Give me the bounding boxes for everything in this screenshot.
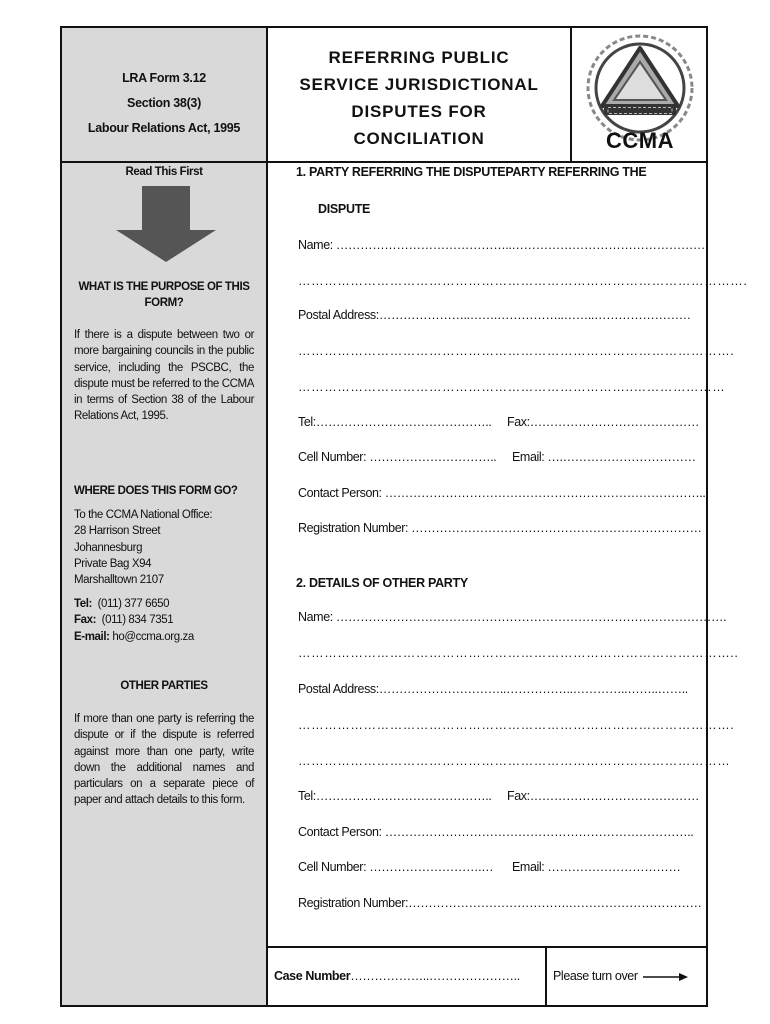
- title-line: REFERRING PUBLIC: [328, 48, 510, 67]
- address-line: To the CCMA National Office:: [74, 509, 213, 521]
- title-line: CONCILIATION: [353, 129, 485, 148]
- party-name-cont-field[interactable]: ………………………………………………………………………………………….: [298, 274, 748, 288]
- purpose-heading: WHAT IS THE PURPOSE OF THIS FORM?: [78, 281, 250, 310]
- section1-heading-cont: DISPUTE: [318, 202, 371, 216]
- form-section: Section 38(3): [127, 96, 201, 110]
- other-name-field[interactable]: Name: …………………………………………………………………………………….: [298, 610, 727, 624]
- purpose-text: If there is a dispute between two or more bargaining councils in the public service, including the PSCBC, the dispute must be referred to the CCMA in terms of Section 38 of the Labour Relations Act, 1995.: [74, 329, 254, 423]
- office-address: [74, 507, 254, 588]
- logo-text: CCMA: [606, 128, 674, 153]
- form-reference: [62, 66, 266, 141]
- right-arrow-icon: [641, 972, 689, 982]
- read-first-label: Read This First: [125, 166, 203, 178]
- office-email: E-mail: ho@ccma.org.za: [74, 630, 194, 643]
- other-postal-field[interactable]: Postal Address:…………………………..……………..…………..……..……..: [298, 682, 688, 696]
- other-postal-cont-field[interactable]: ………………………………………………………………………………………: [298, 754, 731, 768]
- case-number-field[interactable]: [274, 969, 520, 983]
- section1-heading: 1. PARTY REFERRING THE DISPUTEPARTY REFERRING THE: [296, 165, 647, 179]
- party-fax-field[interactable]: Fax:……………………………………: [507, 415, 700, 429]
- party-registration-field[interactable]: Registration Number: ………………………………………………………………: [298, 521, 702, 535]
- footer-separator: [545, 946, 547, 1007]
- turn-over-label: Please turn over: [553, 969, 638, 983]
- other-registration-field[interactable]: Registration Number:………………………………….……………………………: [298, 896, 702, 910]
- party-contact-field[interactable]: Contact Person: ……………………………………………………………………..: [298, 486, 706, 500]
- other-name-cont-field[interactable]: ………………………………………………………………………………………..: [298, 646, 739, 660]
- party-postal-cont-field[interactable]: …………………………………………………………………..…………………: [298, 380, 726, 394]
- office-tel: Tel: (011) 377 6650: [74, 598, 170, 610]
- title-line: SERVICE JURISDICTIONAL: [299, 75, 539, 94]
- office-contacts: [74, 596, 254, 645]
- form-title: [270, 44, 568, 152]
- form-number: LRA Form 3.12: [122, 71, 206, 85]
- footer-divider: [268, 946, 708, 948]
- other-parties-heading: OTHER PARTIES: [120, 680, 208, 692]
- other-contact-field[interactable]: Contact Person: …………………………………………………………………..: [298, 825, 694, 839]
- party-postal-cont-field[interactable]: ……………………………………………………………………………………….: [298, 344, 735, 358]
- where-heading: WHERE DOES THIS FORM GO?: [74, 485, 238, 497]
- title-line: DISPUTES FOR: [351, 102, 487, 121]
- section2-heading: 2. DETAILS OF OTHER PARTY: [296, 576, 468, 590]
- party-email-field[interactable]: Email: ….……………………………: [512, 450, 696, 464]
- address-line: Marshalltown 2107: [74, 574, 164, 587]
- other-parties-text: If more than one party is referring the dispute or if the dispute is referred against more than one party, write down the additional names and particulars on a separate piece of paper and attach details to this form.: [74, 713, 254, 807]
- party-tel-field[interactable]: Tel:……………………………………..: [298, 415, 492, 429]
- address-line: Private Bag X94: [74, 557, 152, 570]
- email-link[interactable]: ho@ccma.org.za: [112, 630, 194, 643]
- party-postal-field[interactable]: Postal Address:…………………..…….……………..……..……………………: [298, 308, 691, 322]
- other-tel-field[interactable]: Tel:……………………………………..: [298, 789, 492, 803]
- form-act: Labour Relations Act, 1995: [87, 121, 241, 135]
- case-number-label: Case Number: [274, 969, 351, 983]
- down-arrow-icon: [116, 186, 216, 262]
- office-fax: Fax: (011) 834 7351: [74, 614, 174, 627]
- header-divider: [60, 161, 708, 163]
- party-cell-field[interactable]: Cell Number: …………………………..: [298, 450, 497, 464]
- party-name-field[interactable]: Name: ……………………………………..…………………………………………: [298, 238, 706, 252]
- other-fax-field[interactable]: Fax:……………………………………: [507, 789, 700, 803]
- case-number-dots: ………………..…………………..: [350, 969, 520, 983]
- other-email-field[interactable]: Email: ……………………………: [512, 860, 681, 874]
- turn-over-note: [553, 969, 689, 983]
- other-postal-cont-field[interactable]: ……………………………………………………………………………………….: [298, 718, 735, 732]
- other-cell-field[interactable]: Cell Number: ……………………….…: [298, 860, 494, 874]
- address-line: 28 Harrison Street: [74, 525, 161, 538]
- address-line: Johannesburg: [74, 541, 143, 554]
